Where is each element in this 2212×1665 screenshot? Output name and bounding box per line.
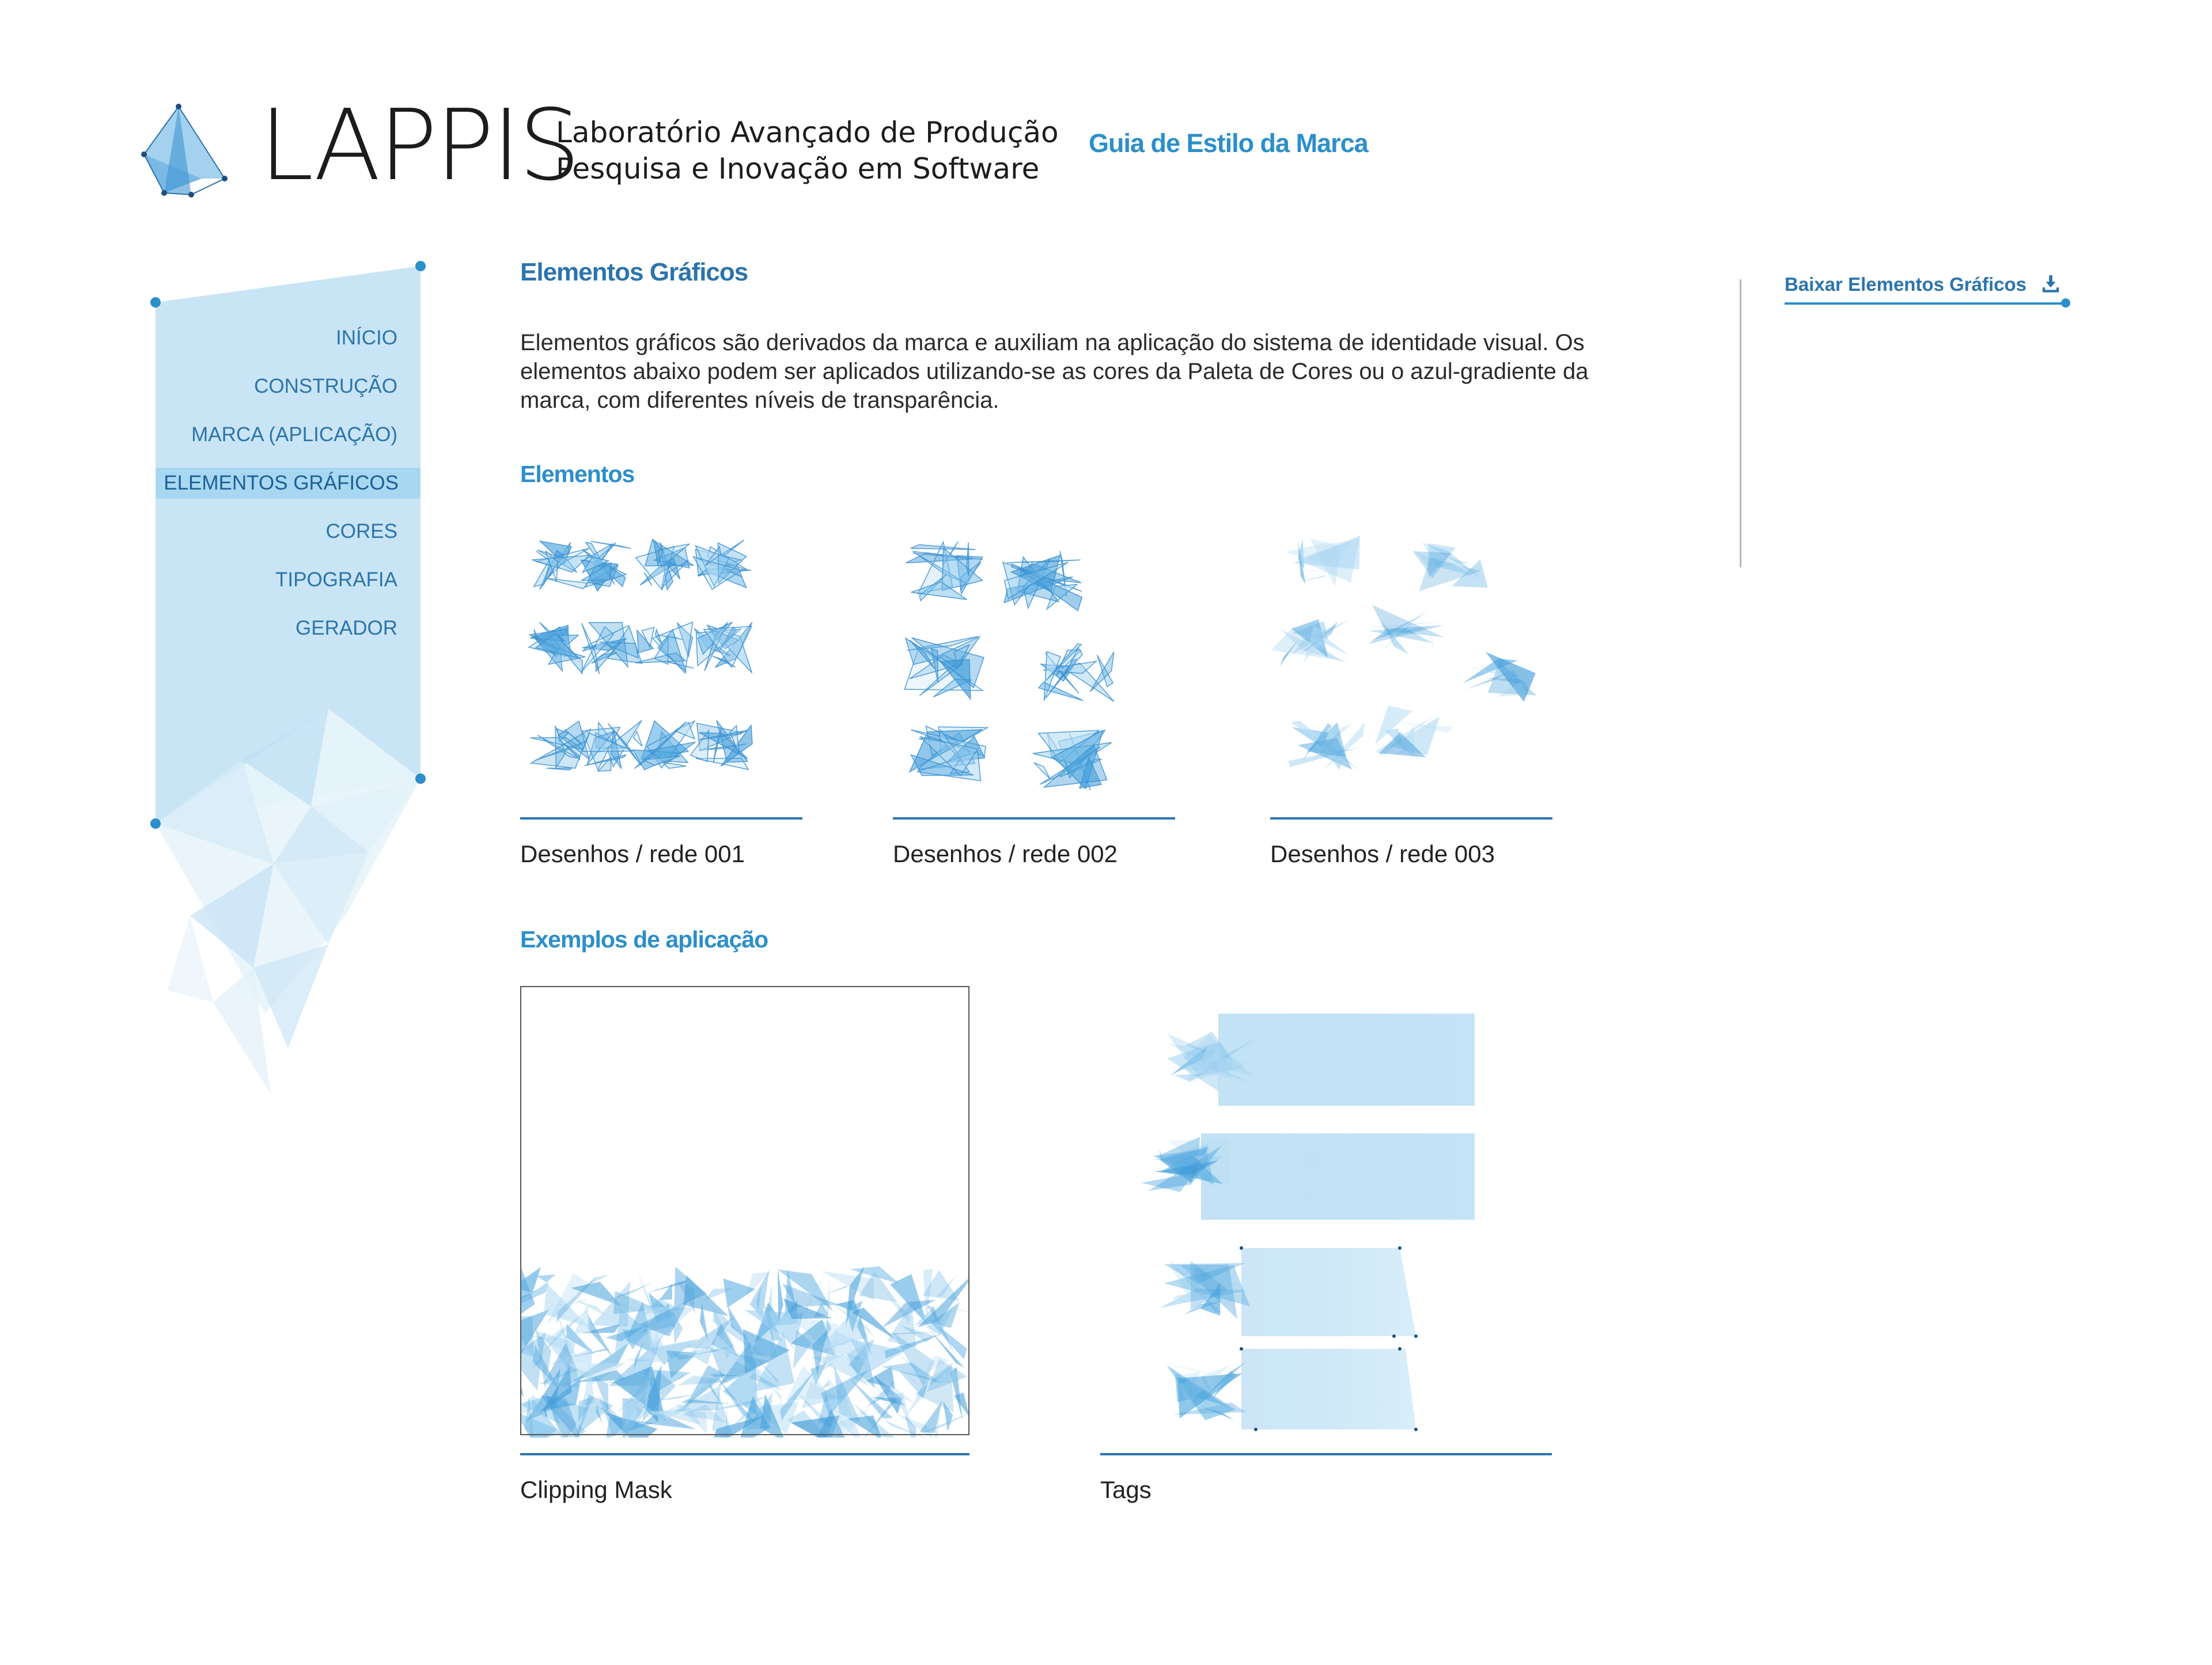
card-divider <box>1270 817 1552 820</box>
card-divider <box>893 817 1175 820</box>
example-card-tags[interactable] <box>1100 986 1552 1504</box>
element-card-rede-001[interactable] <box>520 521 802 868</box>
element-label: Desenhos / rede 002 <box>893 840 1118 867</box>
lappis-logo-icon <box>138 104 230 202</box>
page-title: Elementos Gráficos <box>520 258 748 286</box>
lab-name-line-1: Laboratório Avançado de Produção <box>556 116 1059 149</box>
download-label: Baixar Elementos Gráficos <box>1785 274 2027 295</box>
example-card-clipping-mask[interactable] <box>520 986 969 1504</box>
card-divider <box>1100 1453 1552 1455</box>
element-label: Desenhos / rede 001 <box>520 840 745 867</box>
download-underline <box>1785 302 2066 305</box>
logo-wordmark: LAPPIS <box>259 89 578 203</box>
sidebar-item-elementos-graficos[interactable]: ELEMENTOS GRÁFICOS <box>156 468 421 499</box>
example-label: Clipping Mask <box>520 1476 672 1503</box>
lab-name-line-2: Pesquisa e Inovação em Software <box>556 152 1040 185</box>
example-label: Tags <box>1100 1476 1152 1503</box>
section-heading-exemplos: Exemplos de aplicação <box>520 926 768 953</box>
sidebar-item-inicio[interactable]: INÍCIO <box>336 327 397 349</box>
rede-003-graphic <box>1270 521 1552 809</box>
tags-graphic <box>1100 986 1552 1447</box>
intro-paragraph: Elementos gráficos são derivados da marca e auxiliam na aplicação do sistema de identidade visual. Os elementos abaixo podem ser aplicados utilizando-se as cores da Paleta de Cores ou o azul-gradiente da marca, com diferentes níveis de transparência. <box>520 330 1589 413</box>
rede-002-graphic <box>893 521 1175 809</box>
download-icon <box>2041 274 2061 293</box>
element-label: Desenhos / rede 003 <box>1270 840 1495 867</box>
element-card-rede-002[interactable] <box>893 521 1175 868</box>
sidebar-item-cores[interactable]: CORES <box>325 520 397 543</box>
download-elements-link[interactable] <box>1785 274 2061 295</box>
card-divider <box>520 1453 969 1455</box>
style-guide-link[interactable]: Guia de Estilo da Marca <box>1089 128 1368 158</box>
rede-001-graphic <box>520 521 802 809</box>
sidebar-nav <box>156 323 421 661</box>
sidebar-item-construcao[interactable]: CONSTRUÇÃO <box>254 375 397 397</box>
sidebar-item-tipografia[interactable]: TIPOGRAFIA <box>275 568 397 591</box>
element-card-rede-003[interactable] <box>1270 521 1552 868</box>
sidebar-item-marca-aplicacao[interactable]: MARCA (APLICAÇÃO) <box>191 423 397 446</box>
section-heading-elementos: Elementos <box>520 461 635 487</box>
card-divider <box>520 817 802 820</box>
download-underline-dot <box>2061 298 2070 308</box>
sidebar-item-gerador[interactable]: GERADOR <box>296 617 397 639</box>
panel-divider <box>1740 279 1741 567</box>
clipping-mask-graphic <box>520 986 969 1438</box>
